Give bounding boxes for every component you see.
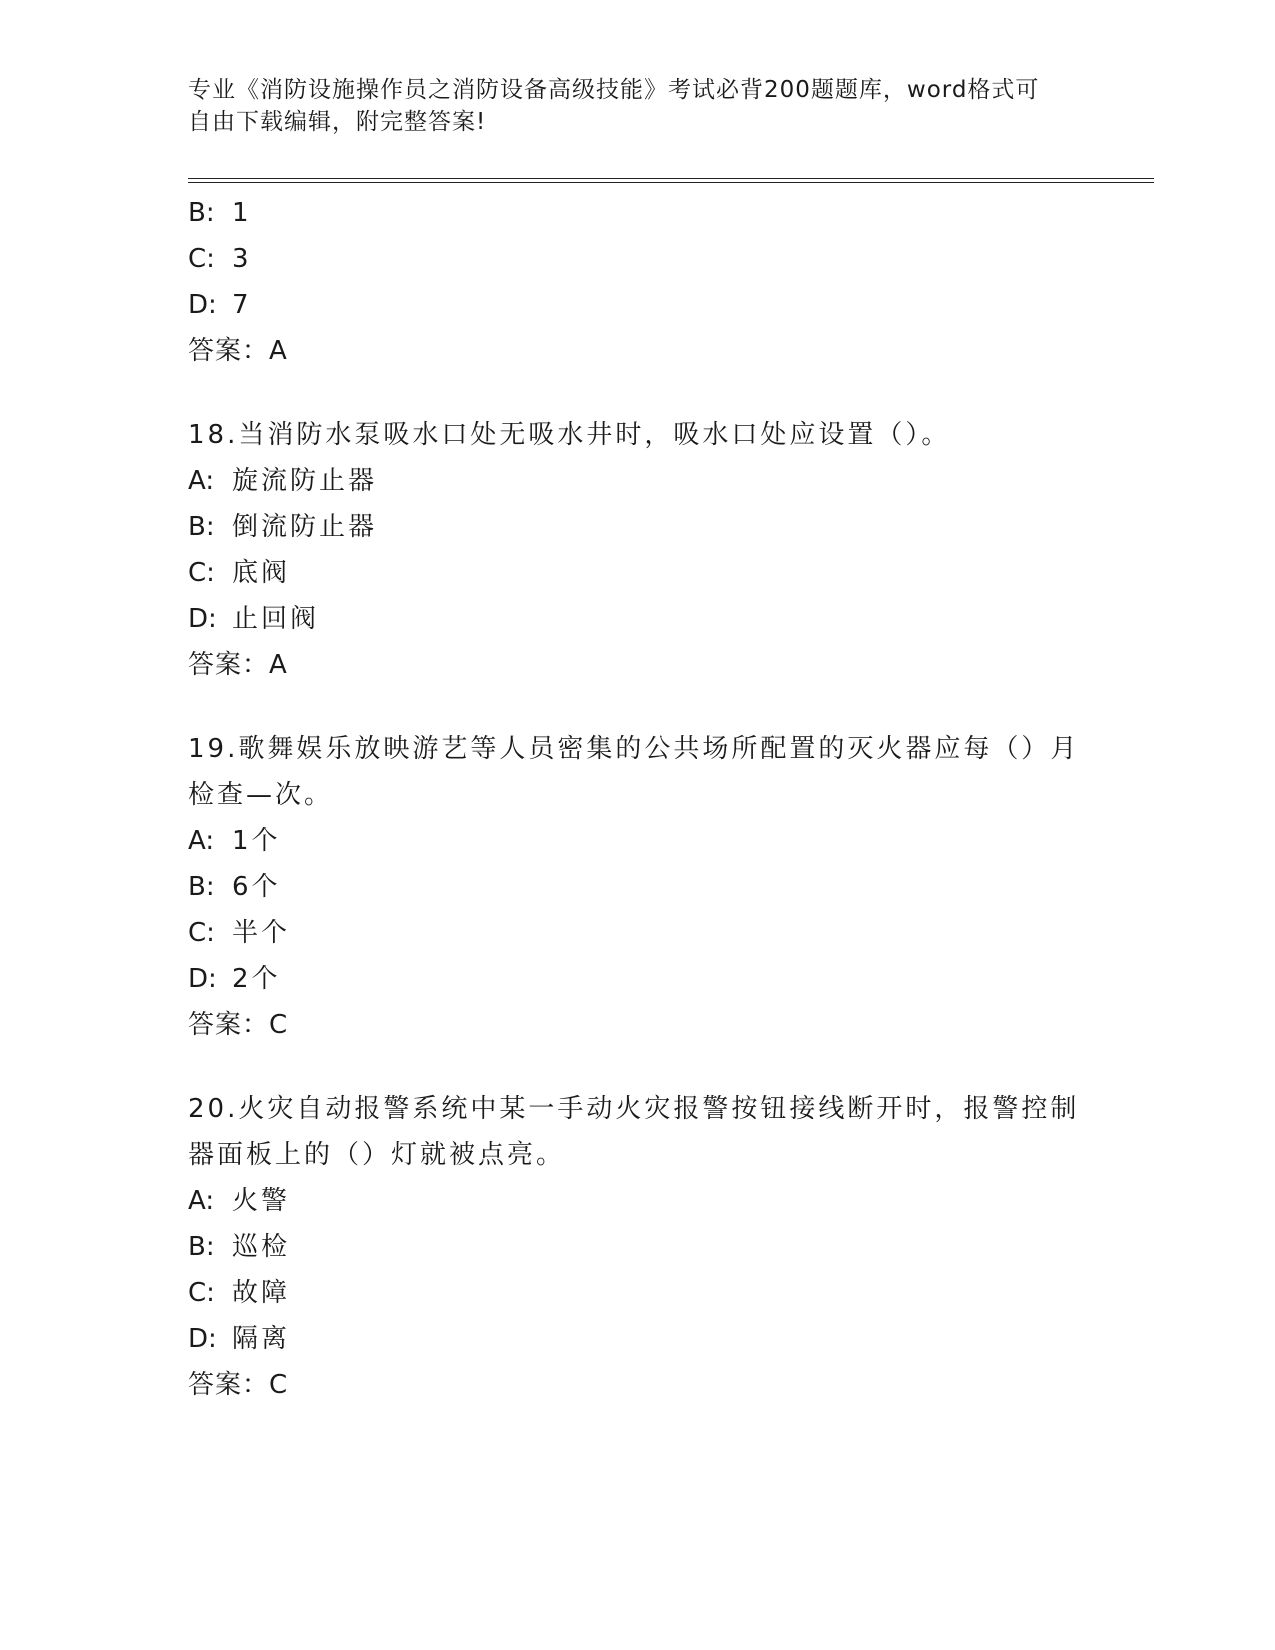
option-key: C:: [188, 918, 215, 948]
option-a: [188, 458, 1088, 504]
option-b: [188, 864, 1088, 910]
option-text: 隔离: [232, 1324, 291, 1354]
option-b: [188, 1224, 1088, 1270]
option-key: A:: [188, 826, 215, 856]
option-d: [188, 1316, 1088, 1362]
option-text: 巡检: [232, 1232, 291, 1262]
option-text: 3: [232, 244, 252, 274]
option-text: 2个: [232, 964, 281, 994]
option-text: 旋流防止器: [232, 466, 378, 496]
question-stem-line-1: 19.歌舞娱乐放映游艺等人员密集的公共场所配置的灭火器应每（）月: [188, 734, 1080, 764]
option-b: [188, 190, 1088, 236]
option-key: D:: [188, 1324, 217, 1354]
answer-line: 答案：C: [188, 1010, 289, 1040]
page-header: [188, 74, 1068, 138]
question-18: [188, 412, 1088, 688]
question-19: [188, 726, 1088, 1048]
option-key: C:: [188, 1278, 215, 1308]
header-line-1: 专业《消防设施操作员之消防设备高级技能》考试必背200题题库，word格式可: [188, 77, 1040, 103]
option-text: 倒流防止器: [232, 512, 378, 542]
option-d: [188, 282, 1088, 328]
option-key: B:: [188, 1232, 215, 1262]
option-key: B:: [188, 512, 215, 542]
question-stem: 18.当消防水泵吸水口处无吸水井时，吸水口处应设置（）。: [188, 420, 951, 450]
option-text: 半个: [232, 918, 291, 948]
option-key: A:: [188, 1186, 215, 1216]
option-d: [188, 956, 1088, 1002]
option-text: 底阀: [232, 558, 291, 588]
question-stem-line-1: 20.火灾自动报警系统中某一手动火灾报警按钮接线断开时，报警控制: [188, 1094, 1080, 1124]
option-key: B:: [188, 198, 215, 228]
answer-line: 答案：C: [188, 1370, 289, 1400]
option-c: [188, 910, 1088, 956]
option-c: [188, 1270, 1088, 1316]
option-text: 1: [232, 198, 252, 228]
option-key: B:: [188, 872, 215, 902]
option-a: [188, 818, 1088, 864]
option-text: 火警: [232, 1186, 291, 1216]
header-divider-top: [188, 178, 1154, 179]
header-divider-bottom: [188, 182, 1154, 183]
header-line-2: 自由下载编辑，附完整答案!: [188, 109, 487, 135]
answer-line: 答案：A: [188, 650, 288, 680]
option-key: D:: [188, 964, 217, 994]
option-key: C:: [188, 244, 215, 274]
answer-line: 答案：A: [188, 336, 288, 366]
option-text: 6个: [232, 872, 281, 902]
option-text: 止回阀: [232, 604, 320, 634]
option-key: C:: [188, 558, 215, 588]
option-a: [188, 1178, 1088, 1224]
question-20: [188, 1086, 1088, 1408]
option-c: [188, 236, 1088, 282]
option-text: 1个: [232, 826, 281, 856]
option-text: 故障: [232, 1278, 291, 1308]
question-stem-line-2: 检查—次。: [188, 780, 334, 810]
question-content: [188, 190, 1088, 1408]
option-text: 7: [232, 290, 252, 320]
option-key: A:: [188, 466, 215, 496]
question-17-continuation: [188, 190, 1088, 374]
option-b: [188, 504, 1088, 550]
option-d: [188, 596, 1088, 642]
option-key: D:: [188, 604, 217, 634]
option-key: D:: [188, 290, 217, 320]
option-c: [188, 550, 1088, 596]
question-stem-line-2: 器面板上的（）灯就被点亮。: [188, 1140, 566, 1170]
